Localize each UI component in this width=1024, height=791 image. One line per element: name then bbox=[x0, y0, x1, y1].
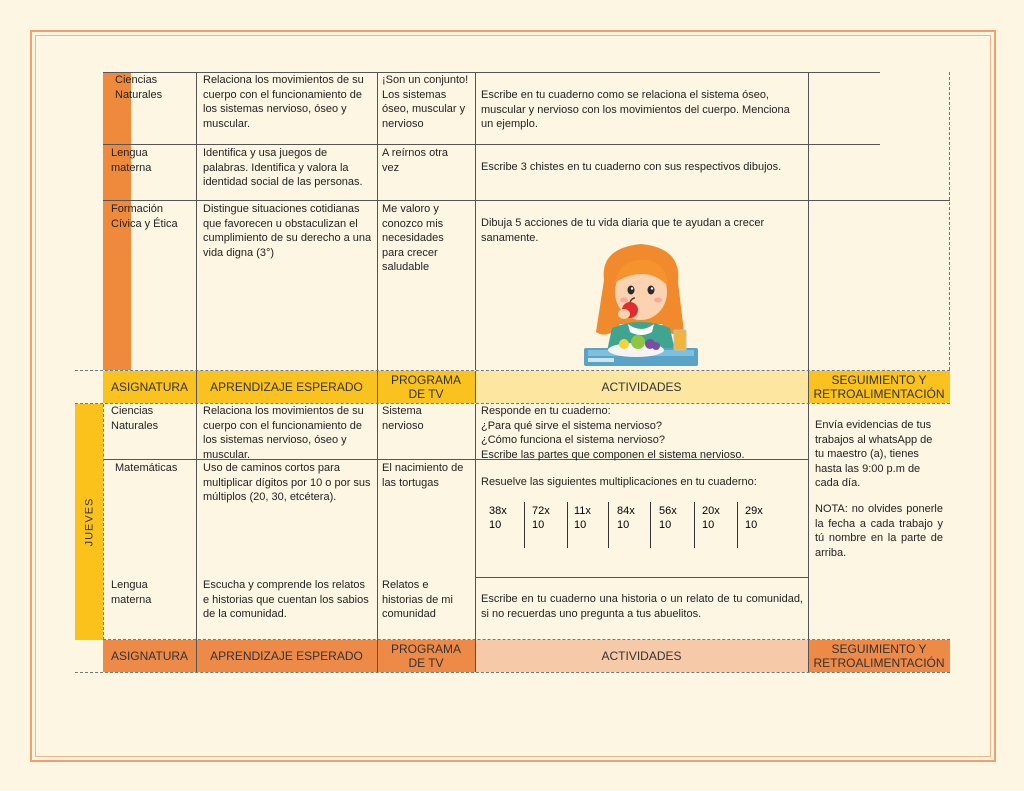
header-followup: SEGUIMIENTO Y RETROALIMENTACIÓN bbox=[808, 371, 950, 403]
multiplication-separator bbox=[524, 502, 525, 548]
table-line bbox=[377, 72, 378, 370]
table-line bbox=[808, 404, 809, 640]
multiplication-item: 84x 10 bbox=[617, 505, 635, 531]
footer-header-activities: ACTIVIDADES bbox=[475, 640, 808, 672]
upper-row1-subject: Ciencias Naturales bbox=[115, 74, 163, 101]
multiplication-separator bbox=[567, 502, 568, 548]
upper-row3-subject: Formación Cívica y Ética bbox=[111, 203, 178, 230]
activity-line: ¿Cómo funciona el sistema nervioso? bbox=[481, 434, 666, 446]
multiplication-item: 29x 10 bbox=[745, 505, 763, 531]
multiplication-separator bbox=[694, 502, 695, 548]
activity-line: Escribe las partes que componen el sistema nervioso. bbox=[481, 448, 745, 461]
multiplication-item: 38x 10 bbox=[489, 505, 507, 531]
table-line bbox=[103, 200, 950, 201]
table-line bbox=[475, 72, 476, 370]
jueves-row2-learning: Uso de caminos cortos para multiplicar dígitos por 10 o por sus múltiplos (20, 30, etcétera). bbox=[203, 462, 371, 503]
multiplication-item: 20x 10 bbox=[702, 505, 720, 531]
girl-eating-apple-illustration bbox=[580, 240, 702, 370]
table-line bbox=[75, 672, 950, 673]
footer-header-learning: APRENDIZAJE ESPERADO bbox=[196, 640, 377, 672]
table-line bbox=[475, 371, 476, 403]
table-line bbox=[196, 72, 197, 370]
table-line bbox=[377, 640, 378, 672]
multiplication-item: 56x 10 bbox=[659, 505, 677, 531]
footer-header-program: PROGRAMA DE TV bbox=[377, 640, 475, 672]
jueves-row2-activity: Resuelve las siguientes multiplicaciones en tu cuaderno: bbox=[481, 476, 757, 488]
multiplication-separator bbox=[737, 502, 738, 548]
multiplication-separator bbox=[650, 502, 651, 548]
followup-note: NOTA: no olvides ponerle la fecha a cada trabajo y tú nombre en la parte de arriba. bbox=[815, 503, 943, 559]
schedule-table bbox=[75, 72, 950, 672]
table-line bbox=[808, 72, 809, 370]
upper-row2-activity: Escribe 3 chistes en tu cuaderno con sus respectivos dibujos. bbox=[481, 161, 782, 173]
jueves-row1-program: Sistema nervioso bbox=[382, 405, 424, 432]
upper-row3-learning: Distingue situaciones cotidianas que favorecen u obstaculizan el cumplimiento de su derecho a una vida digna (3°) bbox=[203, 203, 372, 259]
table-line bbox=[196, 404, 197, 640]
upper-row1-activity: Escribe en tu cuaderno como se relaciona el sistema óseo, muscular y nervioso con los movimientos del cuerpo. Menciona un ejemplo. bbox=[481, 89, 790, 130]
upper-row1-program: ¡Son un conjunto! Los sistemas óseo, muscular y nervioso bbox=[382, 74, 469, 130]
header-program: PROGRAMA DE TV bbox=[377, 371, 475, 403]
activity-line: Responde en tu cuaderno: bbox=[481, 405, 611, 417]
table-line bbox=[196, 371, 197, 403]
table-line bbox=[808, 640, 809, 672]
upper-row2-subject: Lengua materna bbox=[111, 147, 152, 174]
footer-header-subject: ASIGNATURA bbox=[103, 640, 196, 672]
upper-row2-program: A reírnos otra vez bbox=[382, 147, 449, 174]
jueves-row2-subject: Matemáticas bbox=[115, 462, 178, 474]
table-line bbox=[103, 404, 104, 640]
multiplication-item: 72x 10 bbox=[532, 505, 550, 531]
table-line bbox=[475, 640, 476, 672]
jueves-row1-learning: Relaciona los movimientos de su cuerpo con el funcionamiento de los sistemas nervioso, óseo y muscular. bbox=[203, 405, 364, 461]
table-line bbox=[949, 72, 950, 370]
jueves-row2-program: El nacimiento de las tortugas bbox=[382, 462, 464, 489]
jueves-day-label: JUEVES bbox=[83, 497, 96, 547]
upper-row3-program: Me valoro y conozco mis necesidades para crecer saludable bbox=[382, 203, 444, 273]
multiplication-grid bbox=[475, 502, 808, 550]
table-line bbox=[475, 577, 808, 578]
jueves-row3-learning: Escucha y comprende los relatos e historias que cuentan los sabios de la comunidad. bbox=[203, 579, 369, 620]
table-line bbox=[196, 640, 197, 672]
table-line bbox=[377, 404, 378, 640]
upper-row1-learning: Relaciona los movimientos de su cuerpo con el funcionamiento de los sistemas nervioso, óseo y muscular. bbox=[203, 74, 364, 130]
upper-row2-learning: Identifica y usa juegos de palabras. Identifica y valora la identidad social de las personas. bbox=[203, 147, 363, 188]
header-subject: ASIGNATURA bbox=[103, 371, 196, 403]
footer-header-followup: SEGUIMIENTO Y RETROALIMENTACIÓN bbox=[808, 640, 950, 672]
multiplication-item: 11x 10 bbox=[574, 505, 591, 531]
multiplication-separator bbox=[608, 502, 609, 548]
jueves-row3-activity: Escribe en tu cuaderno una historia o un relato de tu comunidad, si no recuerdas uno pregunta a tus abuelitos. bbox=[481, 593, 803, 620]
activity-line: ¿Para qué sirve el sistema nervioso? bbox=[481, 419, 662, 432]
header-activities: ACTIVIDADES bbox=[475, 371, 808, 403]
header-learning: APRENDIZAJE ESPERADO bbox=[196, 371, 377, 403]
upper-row3-activity: Dibuja 5 acciones de tu vida diaria que te ayudan a crecer sanamente. bbox=[481, 217, 765, 244]
followup-text: Envía evidencias de tus trabajos al whatsApp de tu maestro (a), tienes hasta las 9:00 p.m de cada día. bbox=[815, 419, 933, 489]
jueves-row3-program: Relatos e historias de mi comunidad bbox=[382, 579, 453, 620]
jueves-row1-activity bbox=[481, 404, 803, 462]
jueves-row1-subject: Ciencias Naturales bbox=[111, 405, 159, 432]
table-line bbox=[103, 144, 880, 145]
jueves-row3-subject: Lengua materna bbox=[111, 579, 152, 606]
table-line bbox=[808, 371, 809, 403]
table-line bbox=[377, 371, 378, 403]
